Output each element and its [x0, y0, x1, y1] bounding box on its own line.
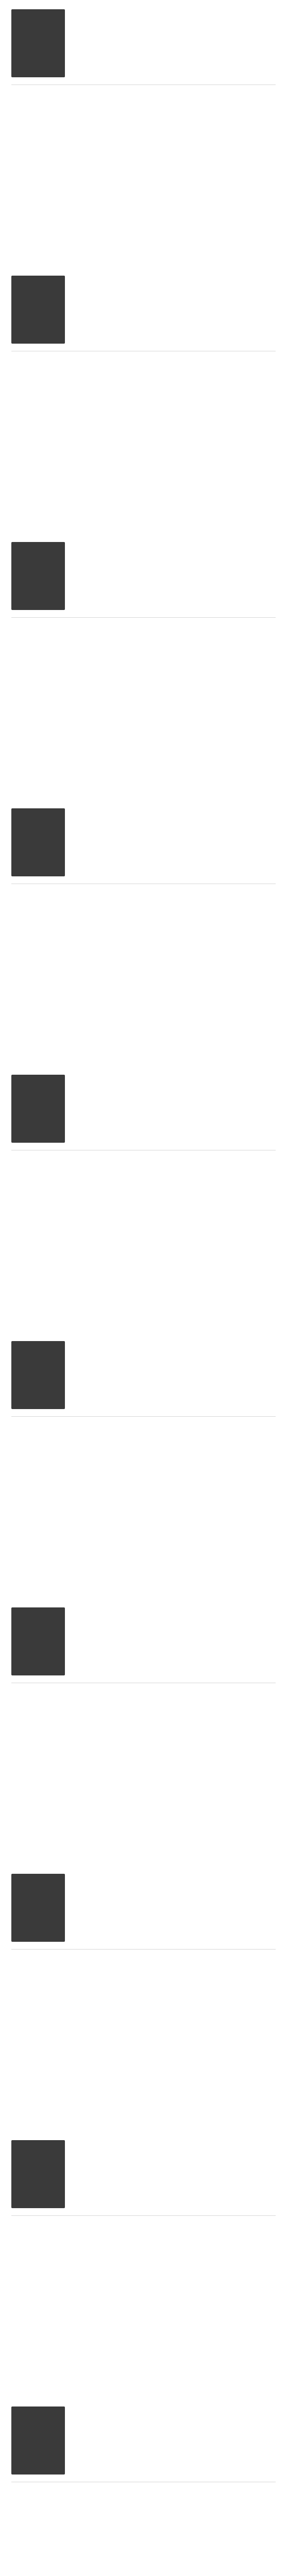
divider: [11, 617, 276, 618]
divider: [11, 1416, 276, 1417]
athlete-header: [11, 2140, 276, 2208]
athlete-card: [0, 799, 287, 1065]
athlete-photo: [11, 276, 65, 344]
athlete-header: [11, 2406, 276, 2475]
athlete-card: [0, 1332, 287, 1598]
athlete-header: [11, 1607, 276, 1675]
athlete-photo: [11, 2140, 65, 2208]
athlete-header: [11, 1874, 276, 1942]
athlete-card: [0, 2397, 287, 2576]
athlete-card: [0, 533, 287, 799]
athlete-photo: [11, 808, 65, 876]
athlete-header: [11, 808, 276, 876]
athlete-photo: [11, 1607, 65, 1675]
divider: [11, 1949, 276, 1950]
athlete-photo: [11, 1341, 65, 1409]
athlete-header: [11, 276, 276, 344]
divider: [11, 2215, 276, 2216]
athlete-photo: [11, 1874, 65, 1942]
athlete-card: [0, 2131, 287, 2397]
athlete-header: [11, 1341, 276, 1409]
athlete-card: [0, 1065, 287, 1332]
athlete-photo: [11, 2406, 65, 2475]
athlete-card: [0, 0, 287, 266]
athlete-header: [11, 9, 276, 77]
athlete-photo: [11, 9, 65, 77]
athlete-card: [0, 1865, 287, 2131]
divider: [11, 84, 276, 85]
athlete-header: [11, 542, 276, 610]
athlete-card: [0, 1598, 287, 1865]
athlete-card: [0, 266, 287, 533]
athlete-header: [11, 1075, 276, 1143]
athlete-photo: [11, 542, 65, 610]
athlete-photo: [11, 1075, 65, 1143]
